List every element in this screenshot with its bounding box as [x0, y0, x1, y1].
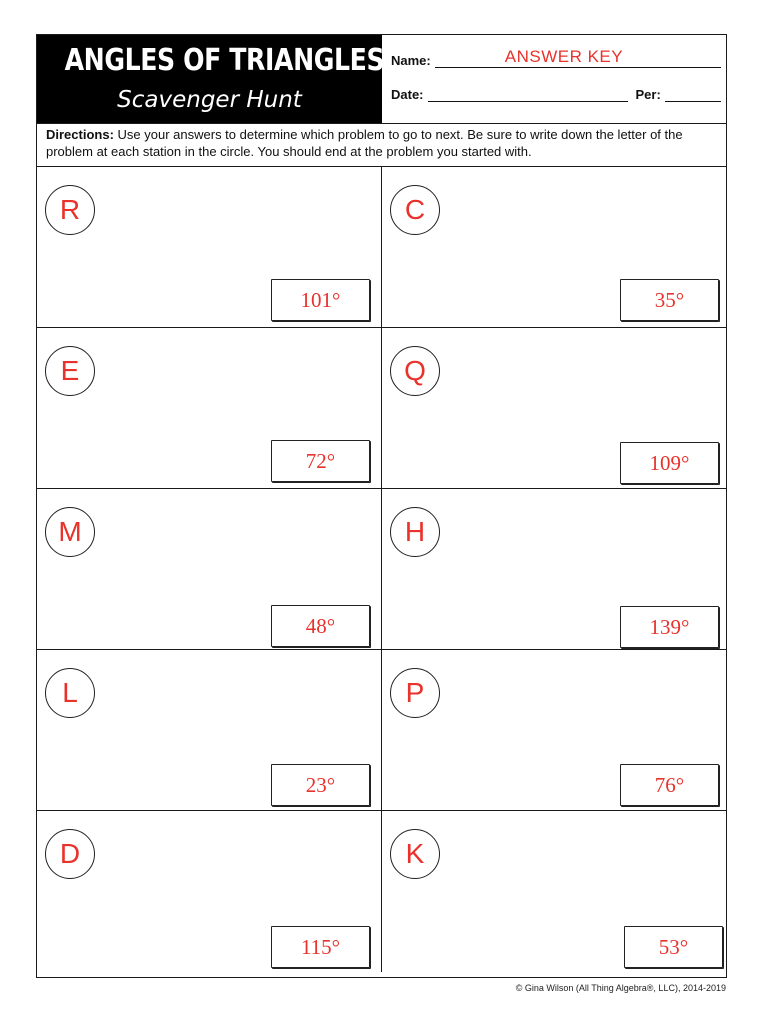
answer-box: 76° — [620, 764, 719, 806]
station-letter-circle: E — [45, 346, 95, 396]
station-letter-circle: P — [390, 668, 440, 718]
station-cell — [37, 167, 381, 328]
directions-text: Use your answers to determine which problem to go to next. Be sure to write down the letter of the problem at each station in the circle. You should end at the problem you started with. — [46, 127, 683, 159]
title-block — [37, 35, 385, 123]
name-label: Name: — [391, 53, 431, 68]
station-letter-circle: D — [45, 829, 95, 879]
answer-box: 48° — [271, 605, 370, 647]
station-cell — [381, 650, 726, 811]
date-row — [391, 87, 721, 102]
station-cell — [381, 811, 726, 972]
name-row — [391, 47, 721, 68]
station-letter-circle: C — [390, 185, 440, 235]
worksheet-title: ANGLES OF TRIANGLES — [64, 43, 385, 78]
directions-label: Directions: — [46, 127, 114, 142]
station-cell — [381, 328, 726, 489]
station-cell — [37, 328, 381, 489]
date-field[interactable] — [428, 87, 628, 102]
copyright-footer: © Gina Wilson (All Thing Algebra®, LLC), 2014-2019 — [515, 983, 726, 993]
worksheet — [36, 34, 727, 978]
station-cell — [381, 167, 726, 328]
name-field[interactable] — [435, 47, 721, 68]
station-letter-circle: R — [45, 185, 95, 235]
station-letter-circle: Q — [390, 346, 440, 396]
worksheet-header — [37, 35, 726, 124]
station-letter-circle: H — [390, 507, 440, 557]
station-letter-circle: K — [390, 829, 440, 879]
station-cell — [37, 811, 381, 972]
answer-box: 23° — [271, 764, 370, 806]
station-cell — [37, 489, 381, 650]
station-cell — [381, 489, 726, 650]
worksheet-subtitle: Scavenger Hunt — [117, 87, 302, 113]
station-cell — [37, 650, 381, 811]
station-letter-circle: M — [45, 507, 95, 557]
answer-box: 109° — [620, 442, 719, 484]
answer-box: 115° — [271, 926, 370, 968]
answer-box: 72° — [271, 440, 370, 482]
name-value: ANSWER KEY — [504, 47, 624, 66]
student-info — [391, 35, 721, 123]
directions — [46, 126, 716, 160]
period-label: Per: — [635, 87, 661, 102]
station-grid — [37, 166, 726, 978]
date-label: Date: — [391, 87, 424, 102]
answer-box: 101° — [271, 279, 370, 321]
station-letter-circle: L — [45, 668, 95, 718]
period-field[interactable] — [665, 87, 721, 102]
answer-box: 53° — [624, 926, 723, 968]
answer-box: 139° — [620, 606, 719, 648]
answer-box: 35° — [620, 279, 719, 321]
